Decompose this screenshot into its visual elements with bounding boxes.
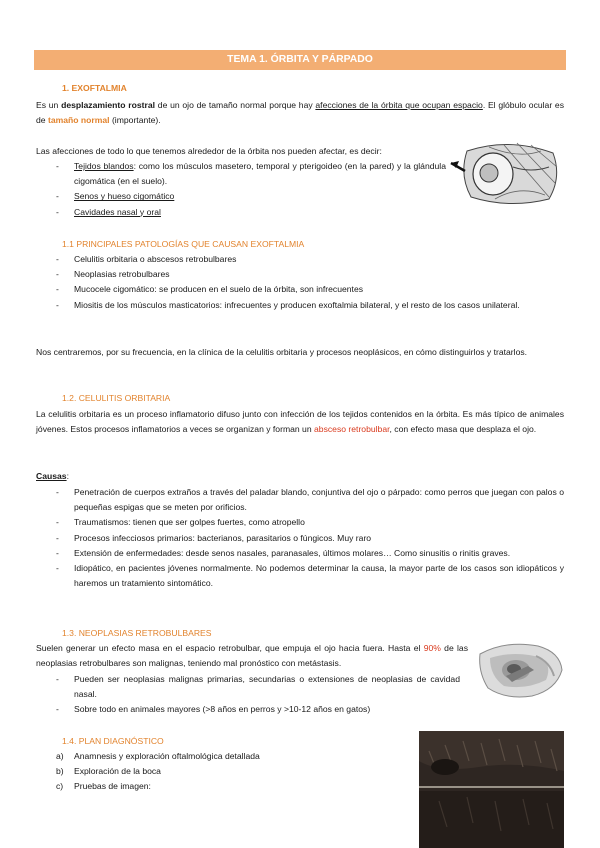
dash: -: [56, 284, 59, 295]
list-marker: b): [56, 766, 64, 777]
list-item: [36, 764, 406, 779]
text: Neoplasias retrobulbares: [74, 269, 170, 280]
bold-text: desplazamiento rostral: [61, 100, 156, 110]
list-item: [36, 159, 446, 189]
list-marker: c): [56, 781, 64, 792]
heading-celulitis-orbitaria: 1.2. CELULITIS ORBITARIA: [62, 393, 171, 403]
text: Procesos infecciosos primarios: bacterianos, parasitarios o fúngicos. Muy raro: [74, 532, 372, 543]
list-item: [36, 531, 564, 546]
bold-underlined-text: Causas: [36, 471, 67, 481]
causas-label: [36, 469, 69, 484]
list-item: [36, 672, 460, 702]
list-item: [36, 252, 564, 267]
causas-list: [36, 485, 564, 591]
list-item: [36, 749, 406, 764]
text: :: [66, 471, 69, 481]
paragraph-celulitis: [36, 407, 564, 437]
list-item: [36, 779, 406, 794]
heading-principales-patologias: 1.1 PRINCIPALES PATOLOGÍAS QUE CAUSAN EXOFTALMIA: [62, 239, 305, 249]
underlined-text: afecciones de la órbita que ocupan espacio: [315, 100, 483, 110]
dash: -: [56, 517, 59, 528]
afecciones-list: [36, 159, 446, 220]
list-item: [36, 561, 564, 591]
list-item: [36, 485, 564, 515]
dash: -: [56, 206, 59, 217]
text: de un ojo de tamaño normal porque hay: [155, 100, 316, 110]
list-item: [36, 298, 564, 313]
text: Traumatismos: tienen que ser golpes fuertes, como atropello: [74, 517, 305, 528]
list-item: [36, 515, 564, 530]
highlight-text: 90%: [423, 643, 441, 653]
list-item: [36, 546, 564, 561]
text: Exploración de la boca: [74, 766, 161, 777]
highlight-text: tamaño normal: [47, 115, 110, 126]
dash: -: [56, 161, 59, 171]
dash: -: [56, 299, 59, 310]
text: (importante).: [109, 115, 161, 126]
animal-head-photo-drawing: [419, 731, 564, 848]
list-item: [36, 702, 460, 717]
list-marker: a): [56, 751, 64, 761]
text: Sobre todo en animales mayores (>8 años en perros y >10-12 años en gatos): [74, 704, 371, 715]
paragraph-neoplasias: [36, 641, 468, 671]
text: Celulitis orbitaria o abscesos retrobulbares: [74, 254, 237, 264]
dash: -: [56, 547, 59, 558]
list-item: [36, 282, 564, 297]
paragraph-exoftalmia-definition: [36, 98, 564, 128]
neoplasias-list: [36, 672, 460, 718]
text: Extensión de enfermedades: desde senos nasales, paranasales, últimos molares… Como sinusitis o rinitis graves.: [74, 547, 511, 558]
paragraph-centraremos: Nos centraremos, por su frecuencia, en la clínica de la celulitis orbitaria y procesos neoplásicos, en cómo distinguirlos y tratarlos.: [36, 347, 528, 357]
dash: -: [56, 704, 59, 715]
text: , con efecto masa que desplaza el ojo.: [389, 424, 537, 435]
text: Anamnesis y exploración oftalmológica detallada: [74, 751, 260, 761]
text: : como los músculos masetero, temporal y pterigoideo (en la pared) y la glándula cigomática (en el suelo).: [74, 161, 446, 187]
list-item: [36, 267, 564, 282]
animal-head-photo-image: [419, 731, 564, 848]
dash: -: [56, 254, 59, 264]
list-item: [36, 205, 446, 220]
dash: -: [56, 674, 59, 684]
text: . El glóbulo ocular es de: [36, 100, 565, 126]
skull-photo-image: [476, 636, 564, 704]
list-item: [36, 189, 446, 204]
dash: -: [56, 191, 59, 202]
dash: -: [56, 269, 59, 280]
dash: -: [56, 532, 59, 543]
heading-exoftalmia: 1. EXOFTALMIA: [62, 83, 127, 93]
dash: -: [56, 487, 59, 497]
text: Penetración de cuerpos extraños a través del paladar blando, conjuntiva del ojo o párpado: como perros que juegan con palos o pequeñas espigas que se meten por orificios.: [74, 487, 564, 513]
underlined-text: Cavidades nasal y oral: [74, 206, 161, 217]
dash: -: [56, 563, 59, 574]
text: Pruebas de imagen:: [74, 781, 151, 792]
heading-neoplasias-retrobulbares: 1.3. NEOPLASIAS RETROBULBARES: [62, 628, 212, 638]
text: de las neoplasias retrobulbares son malignas, teniendo mal pronóstico con metástasis.: [36, 643, 468, 669]
orbit-diagram-drawing: [449, 137, 564, 209]
plan-diagnostico-list: [36, 749, 406, 795]
paragraph-afecciones: Las afecciones de todo lo que tenemos alrededor de la órbita nos pueden afectar, es decir:: [36, 146, 382, 156]
orbit-diagram-image: [449, 137, 564, 209]
text: La celulitis orbitaria es un proceso inflamatorio difuso junto con infección de los tejidos contenidos en la órbita. Es más típico de animales jóvenes. Estos procesos inflamatorios a veces se organizan y forman un: [36, 409, 564, 435]
skull-photo-drawing: [476, 636, 564, 704]
page-title: TEMA 1. ÓRBITA Y PÁRPADO: [34, 50, 566, 70]
text: Suelen generar un efecto masa en el espacio retrobulbar, que empuja el ojo hacia fuera. Hasta el: [36, 643, 424, 653]
underlined-text: Tejidos blandos: [74, 161, 134, 171]
text: Miositis de los músculos masticatorios: infrecuentes y producen exoftalmia bilateral, y el resto de los casos unilateral.: [74, 299, 520, 310]
underlined-text: Senos y hueso cigomático: [74, 191, 175, 202]
text: Pueden ser neoplasias malignas primarias, secundarias o extensiones de neoplasias de cavidad nasal.: [74, 674, 460, 700]
text: Mucocele cigomático: se producen en el suelo de la órbita, son infrecuentes: [74, 284, 364, 295]
text: Idiopático, en pacientes jóvenes normalmente. No podemos determinar la causa, la mayor parte de los casos son idiopáticos y haremos un tratamiento sintomático.: [74, 563, 564, 589]
heading-plan-diagnostico: 1.4. PLAN DIAGNÓSTICO: [62, 736, 164, 746]
patologias-list: [36, 252, 564, 313]
text: Es un: [36, 100, 62, 110]
highlight-text: absceso retrobulbar: [314, 424, 390, 435]
